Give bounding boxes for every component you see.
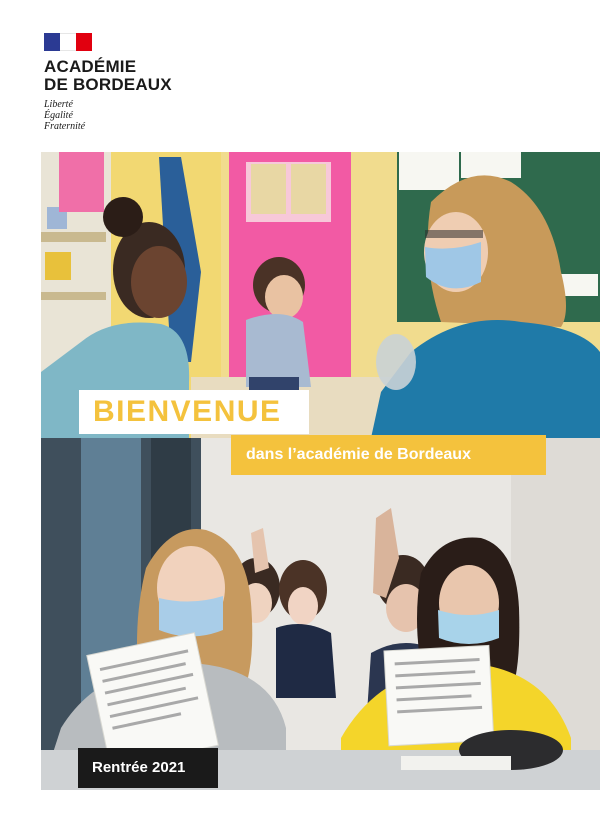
welcome-subtitle: dans l’académie de Bordeaux [246,446,471,463]
welcome-title: BIENVENUE [93,395,282,428]
motto-fraternite: Fraternité [44,121,86,132]
academy-name-line1: ACADÉMIE [44,57,137,76]
academy-name [44,58,172,94]
academy-name-line2: DE BORDEAUX [44,75,172,94]
flag-blue-stripe [44,33,60,51]
marianne-flag-logo [44,33,92,51]
school-year-badge: Rentrée 2021 [92,759,186,776]
motto-liberte: Liberté [44,99,73,110]
flag-white-stripe [60,33,76,51]
motto-egalite: Égalité [44,110,73,121]
flag-red-stripe [76,33,92,51]
classroom-photo-bottom [41,438,600,790]
classroom-photo-bottom-illustration [41,438,600,790]
republic-motto [44,99,85,132]
